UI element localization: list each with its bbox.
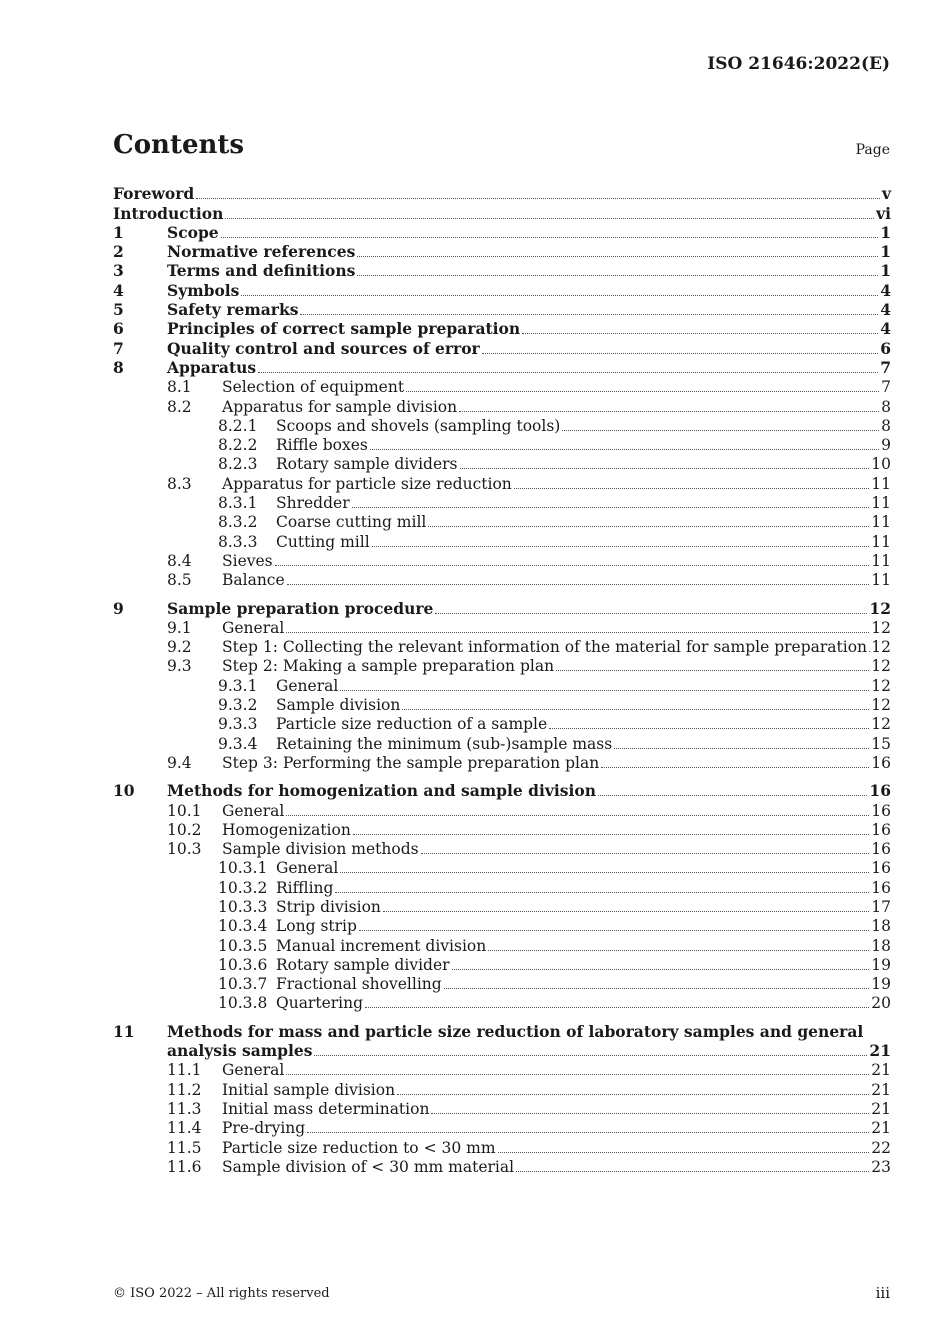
toc-entry-title: Coarse cutting mill xyxy=(276,513,427,532)
toc-entry[interactable] xyxy=(113,204,891,223)
dot-leader xyxy=(428,525,869,527)
toc-entry-page: 21 xyxy=(871,1119,891,1138)
page-number: iii xyxy=(875,1284,890,1302)
toc-entry[interactable] xyxy=(113,571,891,590)
toc-entry[interactable] xyxy=(113,801,891,820)
dot-leader xyxy=(352,506,870,508)
toc-entry-number: 10.3.7 xyxy=(218,975,268,994)
toc-entry[interactable] xyxy=(113,417,891,436)
toc-entry[interactable] xyxy=(113,339,891,358)
toc-entry-page: 12 xyxy=(871,618,891,637)
dot-leader xyxy=(300,313,878,315)
toc-entry-number: 8.4 xyxy=(167,551,192,570)
toc-entry-number: 8.3.1 xyxy=(218,494,258,513)
dot-leader xyxy=(406,390,879,392)
toc-entry[interactable] xyxy=(113,320,891,339)
toc-entry-page: 1 xyxy=(880,261,891,281)
toc-entry-page: 15 xyxy=(871,734,891,753)
toc-entry-title: Particle size reduction to < 30 mm xyxy=(222,1138,496,1157)
toc-entry-title: Terms and definitions xyxy=(167,261,356,281)
dot-leader xyxy=(460,467,870,469)
document-id: ISO 21646:2022(E) xyxy=(707,54,890,74)
toc-entry-number: 11.6 xyxy=(167,1157,202,1176)
dot-leader xyxy=(614,747,869,749)
toc-entry-page: 1 xyxy=(880,222,891,242)
dot-leader xyxy=(444,987,870,989)
toc-entry-title-line1: Methods for mass and particle size reduction of laboratory samples and general xyxy=(167,1021,864,1041)
toc-entry-number: 9 xyxy=(113,598,124,618)
toc-entry-title: Shredder xyxy=(276,494,350,513)
dot-leader xyxy=(275,564,870,566)
dot-leader xyxy=(353,833,869,835)
toc-entry-title: Step 2: Making a sample preparation plan xyxy=(222,657,555,676)
dot-leader xyxy=(421,852,870,854)
toc-entry-title: Riffling xyxy=(276,878,334,897)
toc-entry-title: Manual increment division xyxy=(276,936,487,955)
toc-entry-number: 10.3.2 xyxy=(218,878,268,897)
toc-entry[interactable] xyxy=(113,840,891,859)
toc-entry-title: General xyxy=(222,801,285,820)
toc-entry-number: 9.3.1 xyxy=(218,676,258,695)
toc-entry-page: 23 xyxy=(871,1157,891,1176)
toc-entry-title: Sample division of < 30 mm material xyxy=(222,1157,515,1176)
toc-entry-title: General xyxy=(276,859,339,878)
dot-leader xyxy=(598,794,867,796)
dot-leader xyxy=(522,332,878,334)
toc-entry-title: Quartering xyxy=(276,994,364,1013)
dot-leader xyxy=(286,631,869,633)
toc-entry[interactable] xyxy=(113,185,891,204)
toc-entry-page: 11 xyxy=(871,532,891,551)
toc-entry[interactable] xyxy=(113,532,891,551)
toc-entry-title: Initial mass determination xyxy=(222,1099,430,1118)
toc-entry-title: Selection of equipment xyxy=(222,378,405,397)
toc-entry-page: 4 xyxy=(880,280,891,300)
toc-entry-page: 21 xyxy=(871,1099,891,1118)
dot-leader xyxy=(431,1112,869,1114)
toc-entry-page: 12 xyxy=(869,598,891,618)
toc-entry-page: 11 xyxy=(871,513,891,532)
toc-entry-number: 11.1 xyxy=(167,1061,202,1080)
toc-entry-page: 11 xyxy=(871,474,891,493)
toc-entry-title: analysis samples xyxy=(167,1041,313,1061)
toc-entry[interactable] xyxy=(113,936,891,955)
toc-entry[interactable] xyxy=(113,821,891,840)
toc-entry-title: Principles of correct sample preparation xyxy=(167,319,521,339)
toc-entry-title: Apparatus for sample division xyxy=(222,397,458,416)
toc-entry-number: 10 xyxy=(113,781,135,801)
toc-entry[interactable] xyxy=(113,859,891,878)
toc-entry-page: 12 xyxy=(871,638,891,657)
toc-entry-number: 11.4 xyxy=(167,1119,202,1138)
toc-entry-number: 11 xyxy=(113,1021,135,1041)
toc-entry-number: 10.1 xyxy=(167,801,202,820)
dot-leader xyxy=(221,236,879,238)
page-title: Contents xyxy=(113,130,245,160)
toc-entry-title: General xyxy=(276,676,339,695)
dot-leader xyxy=(340,871,869,873)
dot-leader xyxy=(562,429,879,431)
toc-entry-page: 19 xyxy=(871,975,891,994)
toc-entry-number: 9.4 xyxy=(167,753,192,772)
toc-entry[interactable] xyxy=(113,619,891,638)
toc-entry-number: 8.2.3 xyxy=(218,455,258,474)
toc-entry-number: 9.2 xyxy=(167,638,192,657)
toc-entry-page: 1 xyxy=(880,242,891,262)
toc-entry-number: 1 xyxy=(113,222,124,242)
toc-entry-number: 8 xyxy=(113,357,124,377)
toc-entry-number: 11.2 xyxy=(167,1080,202,1099)
toc-entry-number: 8.3.2 xyxy=(218,513,258,532)
toc-entry-number: 10.3.4 xyxy=(218,917,268,936)
dot-leader xyxy=(287,583,870,585)
toc-entry-page: 12 xyxy=(871,696,891,715)
toc-entry-page: 11 xyxy=(871,551,891,570)
toc-entry-title: Apparatus for particle size reduction xyxy=(222,474,512,493)
dot-leader xyxy=(516,1170,869,1172)
toc-entry-number: 8.5 xyxy=(167,571,192,590)
dot-leader xyxy=(482,352,878,354)
toc-entry-number: 3 xyxy=(113,261,124,281)
toc-entry-page: 12 xyxy=(871,715,891,734)
toc-entry-page: 17 xyxy=(871,897,891,916)
toc-entry-number: 7 xyxy=(113,338,124,358)
toc-entry[interactable] xyxy=(113,975,891,994)
toc-entry[interactable] xyxy=(113,243,891,262)
toc-entry-page: 16 xyxy=(871,820,891,839)
dot-leader xyxy=(488,949,869,951)
toc-entry[interactable] xyxy=(113,917,891,936)
toc-entry[interactable] xyxy=(113,359,891,378)
toc-entry[interactable] xyxy=(113,898,891,917)
toc-entry-title: Sample preparation procedure xyxy=(167,598,434,618)
toc-entry-page: vi xyxy=(876,203,891,223)
toc-entry[interactable] xyxy=(113,397,891,416)
toc-entry-title: Sample division xyxy=(276,696,401,715)
dot-leader xyxy=(435,612,867,614)
toc-entry-title: Step 1: Collecting the relevant information of the material for sample preparation xyxy=(222,638,868,657)
dot-leader xyxy=(556,669,869,671)
dot-leader xyxy=(335,891,869,893)
toc-entry-page: 21 xyxy=(869,1041,891,1061)
toc-entry[interactable] xyxy=(113,474,891,493)
toc-entry-page: 16 xyxy=(869,781,891,801)
toc-entry-title: Introduction xyxy=(113,203,224,223)
dot-leader xyxy=(459,410,879,412)
toc-entry-title: Cutting mill xyxy=(276,532,370,551)
toc-entry-number: 8.2.2 xyxy=(218,436,258,455)
dot-leader xyxy=(601,766,869,768)
toc-entry-title: Homogenization xyxy=(222,820,351,839)
toc-entry-title: Particle size reduction of a sample xyxy=(276,715,548,734)
toc-entry-page: 16 xyxy=(871,878,891,897)
toc-entry[interactable] xyxy=(113,994,891,1013)
toc-entry[interactable] xyxy=(113,657,891,676)
toc-entry[interactable] xyxy=(113,1119,891,1138)
toc-entry[interactable] xyxy=(113,224,891,243)
toc-entry-number: 10.3 xyxy=(167,840,202,859)
toc-entry-page: 19 xyxy=(871,955,891,974)
table-of-contents xyxy=(113,185,891,1177)
toc-entry[interactable] xyxy=(113,1100,891,1119)
toc-entry-number: 10.3.3 xyxy=(218,897,268,916)
dot-leader xyxy=(258,371,878,373)
toc-entry-title: Normative references xyxy=(167,242,356,262)
dot-leader xyxy=(286,1073,869,1075)
toc-entry-title: Scope xyxy=(167,222,219,242)
toc-entry-number: 8.3 xyxy=(167,474,192,493)
toc-entry-heading-line xyxy=(113,1022,891,1041)
toc-entry-page: 16 xyxy=(871,840,891,859)
toc-entry-page: 18 xyxy=(871,917,891,936)
toc-entry-title: Initial sample division xyxy=(222,1080,396,1099)
toc-entry-number: 4 xyxy=(113,280,124,300)
toc-entry[interactable] xyxy=(113,1138,891,1157)
toc-entry-title: Strip division xyxy=(276,897,381,916)
dot-leader xyxy=(286,814,869,816)
toc-entry-number: 9.3.4 xyxy=(218,734,258,753)
toc-entry[interactable] xyxy=(113,262,891,281)
toc-entry-title: Scoops and shovels (sampling tools) xyxy=(276,416,561,435)
toc-entry-number: 8.2 xyxy=(167,397,192,416)
toc-entry[interactable] xyxy=(113,956,891,975)
toc-entry[interactable] xyxy=(113,1080,891,1099)
toc-entry-page: 8 xyxy=(881,397,891,416)
dot-leader xyxy=(340,689,869,691)
toc-entry-page: 18 xyxy=(871,936,891,955)
dot-leader xyxy=(372,545,870,547)
toc-entry-number: 9.3 xyxy=(167,657,192,676)
toc-entry[interactable] xyxy=(113,1158,891,1177)
toc-entry-title: Balance xyxy=(222,571,285,590)
toc-entry-title: Pre-drying xyxy=(222,1119,306,1138)
toc-entry-number: 10.2 xyxy=(167,820,202,839)
toc-entry[interactable] xyxy=(113,455,891,474)
toc-entry[interactable] xyxy=(113,638,891,657)
toc-entry[interactable] xyxy=(113,281,891,300)
toc-entry-number: 11.5 xyxy=(167,1138,202,1157)
dot-leader xyxy=(225,217,874,219)
toc-entry-title: General xyxy=(222,1061,285,1080)
toc-entry-title: Methods for homogenization and sample division xyxy=(167,781,596,801)
toc-entry-page: 10 xyxy=(871,455,891,474)
dot-leader xyxy=(357,255,878,257)
toc-entry[interactable] xyxy=(113,494,891,513)
toc-entry-title: Rotary sample divider xyxy=(276,955,450,974)
toc-entry-number: 5 xyxy=(113,300,124,320)
toc-entry-number: 10.3.6 xyxy=(218,955,268,974)
toc-entry[interactable] xyxy=(113,552,891,571)
toc-entry-title: Rotary sample dividers xyxy=(276,455,458,474)
dot-leader xyxy=(498,1151,870,1153)
toc-entry-number: 10.3.5 xyxy=(218,936,268,955)
toc-entry-title: Retaining the minimum (sub-)sample mass xyxy=(276,734,613,753)
toc-entry-page: 6 xyxy=(880,338,891,358)
toc-entry-number: 10.3.1 xyxy=(218,859,268,878)
toc-entry[interactable] xyxy=(113,696,891,715)
toc-entry-page: 7 xyxy=(881,378,891,397)
toc-entry[interactable] xyxy=(113,378,891,397)
toc-entry-number: 9.3.3 xyxy=(218,715,258,734)
toc-entry-number: 2 xyxy=(113,242,124,262)
toc-entry-title: Step 3: Performing the sample preparation plan xyxy=(222,753,600,772)
dot-leader xyxy=(549,727,869,729)
dot-leader xyxy=(370,448,879,450)
toc-entry-page: 4 xyxy=(880,300,891,320)
toc-entry-number: 8.3.3 xyxy=(218,532,258,551)
toc-entry-page: 21 xyxy=(871,1080,891,1099)
toc-entry-title: Safety remarks xyxy=(167,300,299,320)
toc-entry-page: 11 xyxy=(871,494,891,513)
toc-entry-number: 9.3.2 xyxy=(218,696,258,715)
toc-entry-title: Apparatus xyxy=(167,357,257,377)
toc-entry[interactable] xyxy=(113,676,891,695)
toc-entry-title: Symbols xyxy=(167,280,240,300)
dot-leader xyxy=(314,1054,867,1056)
dot-leader xyxy=(196,197,880,199)
dot-leader xyxy=(402,708,869,710)
toc-entry-title: Long strip xyxy=(276,917,357,936)
toc-entry-title: Sample division methods xyxy=(222,840,419,859)
toc-entry-number: 6 xyxy=(113,319,124,339)
toc-entry-title: General xyxy=(222,618,285,637)
dot-leader xyxy=(365,1006,869,1008)
toc-entry-number: 9.1 xyxy=(167,618,192,637)
dot-leader xyxy=(241,294,878,296)
toc-entry-title: Foreword xyxy=(113,184,195,204)
toc-entry-number: 11.3 xyxy=(167,1099,202,1118)
toc-entry[interactable] xyxy=(113,878,891,897)
toc-entry[interactable] xyxy=(113,599,891,618)
toc-entry[interactable] xyxy=(113,1042,891,1061)
toc-entry-title: Fractional shovelling xyxy=(276,975,442,994)
toc-entry-page: 12 xyxy=(871,657,891,676)
dot-leader xyxy=(383,910,869,912)
toc-entry-page: 16 xyxy=(871,753,891,772)
toc-entry[interactable] xyxy=(113,1061,891,1080)
toc-entry-title: Sieves xyxy=(222,551,273,570)
toc-entry-title: Riffle boxes xyxy=(276,436,368,455)
toc-entry-page: 22 xyxy=(871,1138,891,1157)
toc-entry-page: 16 xyxy=(871,801,891,820)
toc-entry[interactable] xyxy=(113,734,891,753)
dot-leader xyxy=(359,929,869,931)
toc-entry-number: 8.1 xyxy=(167,378,192,397)
toc-entry-page: 7 xyxy=(880,357,891,377)
dot-leader xyxy=(514,487,869,489)
toc-entry[interactable] xyxy=(113,436,891,455)
toc-entry-page: 11 xyxy=(871,571,891,590)
toc-entry-page: 21 xyxy=(871,1061,891,1080)
toc-entry-page: 16 xyxy=(871,859,891,878)
toc-entry-page: 20 xyxy=(871,994,891,1013)
dot-leader xyxy=(357,274,878,276)
toc-entry-title: Quality control and sources of error xyxy=(167,338,480,358)
dot-leader xyxy=(397,1093,869,1095)
toc-entry-page: 12 xyxy=(871,676,891,695)
toc-entry-page: 8 xyxy=(881,416,891,435)
toc-entry[interactable] xyxy=(113,754,891,773)
toc-entry-page: 4 xyxy=(880,319,891,339)
toc-entry[interactable] xyxy=(113,513,891,532)
toc-entry[interactable] xyxy=(113,715,891,734)
page-column-label: Page xyxy=(855,142,890,158)
toc-entry-number: 8.2.1 xyxy=(218,416,258,435)
dot-leader xyxy=(452,968,870,970)
toc-entry-number: 10.3.8 xyxy=(218,994,268,1013)
copyright-notice: © ISO 2022 – All rights reserved xyxy=(113,1286,330,1301)
toc-entry-page: 9 xyxy=(881,436,891,455)
toc-entry[interactable] xyxy=(113,301,891,320)
dot-leader xyxy=(307,1131,869,1133)
toc-entry-page: v xyxy=(881,184,891,204)
toc-entry[interactable] xyxy=(113,782,891,801)
